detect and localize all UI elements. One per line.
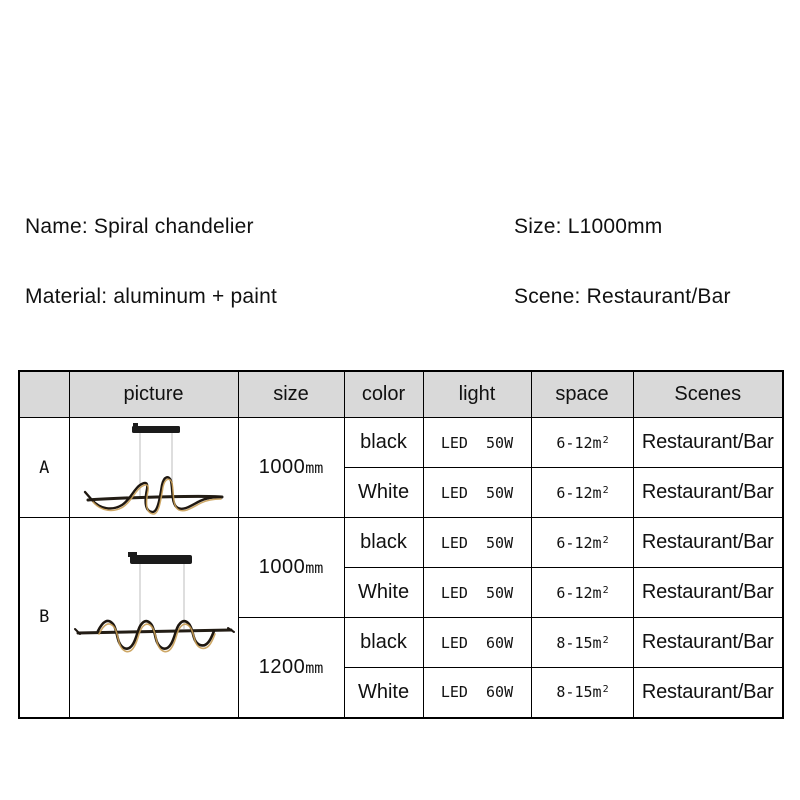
table-header-row — [19, 371, 783, 418]
table-row — [19, 518, 783, 568]
space-superscript: 2 — [602, 534, 609, 546]
size-value: 1000 — [258, 556, 306, 578]
chandelier-b-image — [70, 518, 237, 716]
light-cell: LED 50W — [423, 468, 531, 518]
light-cell: LED 50W — [423, 418, 531, 468]
color-cell: black — [344, 518, 423, 568]
header-cell-light: light — [423, 371, 531, 418]
scenes-cell: Restaurant/Bar — [633, 668, 783, 718]
picture-cell-a — [69, 418, 238, 518]
row-label-b: B — [19, 518, 69, 718]
header-cell-scenes: Scenes — [633, 371, 783, 418]
product-material-text: Material: aluminum + paint — [25, 285, 278, 308]
header-cell-size: size — [238, 371, 344, 418]
picture-cell-b — [69, 518, 238, 718]
header-cell-picture: picture — [69, 371, 238, 418]
header-cell-space: space — [531, 371, 633, 418]
light-cell: LED 60W — [423, 668, 531, 718]
scenes-cell: Restaurant/Bar — [633, 468, 783, 518]
size-unit: mm — [305, 559, 324, 577]
product-size-text: Size: L1000mm — [514, 215, 663, 238]
size-value: 1000 — [258, 456, 306, 478]
chandelier-a-image — [70, 419, 237, 517]
product-name-text: Name: Spiral chandelier — [25, 215, 254, 238]
scenes-cell: Restaurant/Bar — [633, 618, 783, 668]
color-cell: White — [344, 468, 423, 518]
row-label-a: A — [19, 418, 69, 518]
space-superscript: 2 — [602, 684, 609, 696]
color-cell: White — [344, 568, 423, 618]
size-cell — [238, 518, 344, 618]
size-cell — [238, 618, 344, 718]
space-superscript: 2 — [602, 434, 609, 446]
space-cell: $6-12m^2$ — [531, 468, 633, 518]
space-superscript: 2 — [602, 484, 609, 496]
size-cell — [238, 418, 344, 518]
color-cell: White — [344, 668, 423, 718]
size-value: 1200 — [258, 655, 306, 678]
space-cell: $8-15m^2$ — [531, 618, 633, 668]
space-superscript: 2 — [602, 634, 609, 646]
light-cell: LED 50W — [423, 568, 531, 618]
scenes-cell: Restaurant/Bar — [633, 568, 783, 618]
space-cell: $8-15m^2$ — [531, 668, 633, 718]
space-cell: $6-12m^2$ — [531, 568, 633, 618]
space-cell: $6-12m^2$ — [531, 418, 633, 468]
product-scene-text: Scene: Restaurant/Bar — [514, 285, 731, 308]
spec-table — [18, 370, 784, 719]
space-superscript: 2 — [602, 584, 609, 596]
table-row — [19, 418, 783, 468]
header-cell-color: color — [344, 371, 423, 418]
header-cell-corner — [19, 371, 69, 418]
light-cell: LED 50W — [423, 518, 531, 568]
size-unit: mm — [305, 459, 324, 477]
scenes-cell: Restaurant/Bar — [633, 518, 783, 568]
light-cell: LED 60W — [423, 618, 531, 668]
color-cell: black — [344, 618, 423, 668]
scenes-cell: Restaurant/Bar — [633, 418, 783, 468]
color-cell: black — [344, 418, 423, 468]
size-unit: mm — [305, 658, 324, 677]
space-cell: $6-12m^2$ — [531, 518, 633, 568]
